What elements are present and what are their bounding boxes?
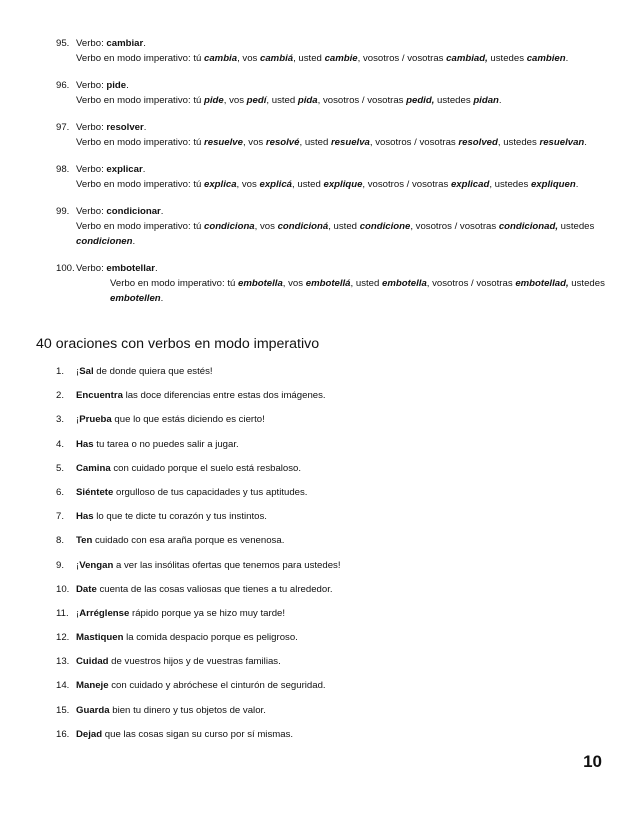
sentence-verb: Mastiquen xyxy=(76,632,124,644)
imperative-end: . xyxy=(132,236,136,247)
imperative-end: . xyxy=(565,53,569,64)
imperative-forms xyxy=(204,95,499,106)
imperative-form: pidan xyxy=(473,95,499,106)
verb-entry-title-line xyxy=(76,261,616,276)
sentence-rest: bien tu dinero y tus objetos de valor. xyxy=(109,704,266,716)
sentence-item xyxy=(56,607,616,631)
verb-infinitive: pide xyxy=(106,80,127,91)
sentence-number: 14. xyxy=(56,680,70,692)
imperative-form: embotellá xyxy=(305,278,351,289)
imperative-connector: ustedes xyxy=(434,95,474,106)
sentence-item xyxy=(56,389,616,413)
imperative-connector: , vosotros / vosotras xyxy=(362,179,451,190)
verb-entry-title-line xyxy=(76,120,616,135)
imperative-connector: , vos xyxy=(282,278,306,289)
sentence-rest: rápido porque ya se hizo muy tarde! xyxy=(129,607,286,619)
imperative-form: resuelvan xyxy=(539,137,585,148)
sentence-rest: la comida despacio porque es peligroso. xyxy=(123,632,298,644)
sentence-verb: Has xyxy=(76,438,94,450)
sentence-verb: Prueba xyxy=(79,414,112,426)
imperative-connector: , vos xyxy=(236,179,260,190)
sentence-item xyxy=(56,559,616,583)
verb-imperative-line xyxy=(76,93,616,108)
verb-label: Verbo: xyxy=(76,38,107,49)
imperative-form: condicioná xyxy=(277,221,329,232)
imperative-connector: , vosotros / vosotras xyxy=(410,221,499,232)
sentence-item xyxy=(56,462,616,486)
sentence-item xyxy=(56,365,616,389)
sentence-item xyxy=(56,413,616,437)
imperative-form: condicione xyxy=(359,221,411,232)
imperative-connector: , ustedes xyxy=(489,179,531,190)
sentence-text xyxy=(76,583,333,607)
sentence-opening-mark: ¡ xyxy=(76,366,80,377)
sentence-text xyxy=(76,704,266,728)
verb-period: . xyxy=(154,263,158,274)
imperative-prefix: Verbo en modo imperativo: tú xyxy=(76,53,204,64)
sentence-text xyxy=(76,607,285,631)
sentence-number: 12. xyxy=(56,632,70,644)
imperative-end: . xyxy=(160,293,164,304)
sentence-number: 8. xyxy=(56,535,65,547)
verb-imperative-line xyxy=(76,135,616,150)
verb-entry-body xyxy=(76,120,616,150)
imperative-connector: ustedes xyxy=(487,53,527,64)
imperative-form: embotellad, xyxy=(515,278,569,289)
imperative-connector: , vos xyxy=(254,221,278,232)
sentence-text xyxy=(76,389,326,413)
verb-infinitive: explicar xyxy=(106,164,143,175)
sentence-rest: a ver las insólitas ofertas que tenemos para ustedes! xyxy=(113,559,341,571)
sentence-verb: Maneje xyxy=(76,680,109,692)
sentence-verb: Ten xyxy=(76,535,93,547)
imperative-form: condicionad, xyxy=(498,221,559,232)
imperative-prefix: Verbo en modo imperativo: tú xyxy=(76,95,204,106)
imperative-connector: , vosotros / vosotras xyxy=(357,53,447,64)
sentence-rest: de donde quiera que estés! xyxy=(93,366,213,377)
sentence-rest: las doce diferencias entre estas dos imágenes. xyxy=(122,390,326,402)
sentence-verb: Sal xyxy=(79,366,94,377)
verb-entry-body xyxy=(76,36,616,66)
sentence-rest: lo que te dicte tu corazón y tus instintos. xyxy=(93,511,267,523)
sentence-opening-mark: ¡ xyxy=(76,607,80,619)
verb-entry xyxy=(56,204,616,249)
verb-label: Verbo: xyxy=(76,80,107,91)
sentence-text xyxy=(76,728,293,752)
verb-entry-number: 98. xyxy=(56,164,70,175)
sentence-text xyxy=(76,438,239,462)
imperative-connector: , vosotros / vosotras xyxy=(369,137,459,148)
imperative-connector: , usted xyxy=(350,278,382,289)
verb-period: . xyxy=(160,206,164,217)
imperative-form: condiciona xyxy=(204,221,255,232)
sentence-rest: cuenta de las cosas valiosas que tienes a tu alrededor. xyxy=(96,583,333,595)
imperative-prefix: Verbo en modo imperativo: tú xyxy=(76,179,204,190)
sentence-number: 9. xyxy=(56,559,65,571)
verb-entry-number: 96. xyxy=(56,80,70,91)
imperative-form: expliquen xyxy=(530,179,576,190)
imperative-connector: , vos xyxy=(223,95,247,106)
imperative-form: cambia xyxy=(204,53,238,64)
imperative-form: condicionen xyxy=(76,236,133,247)
section-title: 40 oraciones con verbos en modo imperativo xyxy=(36,336,320,352)
sentence-text xyxy=(76,510,267,534)
imperative-forms xyxy=(204,53,566,64)
verb-label: Verbo: xyxy=(76,164,107,175)
verb-entry-number: 97. xyxy=(56,122,70,133)
sentence-number: 5. xyxy=(56,462,65,474)
imperative-prefix: Verbo en modo imperativo: tú xyxy=(110,278,238,289)
imperative-connector: ustedes xyxy=(558,221,595,232)
verb-period: . xyxy=(142,164,146,175)
imperative-forms xyxy=(204,137,584,148)
verb-imperative-line xyxy=(76,177,616,192)
verb-entry-title-line xyxy=(76,78,616,93)
sentence-rest: que lo que estás diciendo es cierto! xyxy=(111,414,265,426)
imperative-prefix: Verbo en modo imperativo: tú xyxy=(76,221,204,232)
sentence-item xyxy=(56,534,616,558)
verb-entry-number: 100. xyxy=(56,263,75,274)
imperative-form: explicá xyxy=(259,179,293,190)
sentence-text xyxy=(76,559,341,583)
sentence-item xyxy=(56,486,616,510)
imperative-form: cambien xyxy=(526,53,566,64)
verb-entry-body xyxy=(76,78,616,108)
verb-list xyxy=(56,36,616,318)
sentence-item xyxy=(56,728,616,752)
verb-entry xyxy=(56,120,616,150)
sentence-item xyxy=(56,583,616,607)
sentence-list xyxy=(56,365,616,752)
verb-period: . xyxy=(143,38,146,49)
imperative-form: explique xyxy=(323,179,363,190)
imperative-end: . xyxy=(498,95,502,106)
sentence-number: 6. xyxy=(56,486,65,498)
imperative-form: cambiad, xyxy=(446,53,488,64)
verb-label: Verbo: xyxy=(76,263,107,274)
imperative-form: embotella xyxy=(238,278,283,289)
verb-entry xyxy=(56,78,616,108)
imperative-forms xyxy=(204,179,576,190)
verb-entry-title-line xyxy=(76,204,616,219)
imperative-form: embotellen xyxy=(110,293,161,304)
sentence-item xyxy=(56,655,616,679)
imperative-connector: , usted xyxy=(299,137,331,148)
verb-period: . xyxy=(143,122,147,133)
verb-entry-body xyxy=(76,162,616,192)
sentence-number: 1. xyxy=(56,366,65,377)
sentence-rest: que las cosas sigan su curso por sí mismas. xyxy=(102,728,294,740)
sentence-verb: Arréglense xyxy=(79,607,130,619)
verb-imperative-line xyxy=(76,219,616,249)
sentence-number: 3. xyxy=(56,414,65,426)
sentence-rest: con cuidado y abróchese el cinturón de seguridad. xyxy=(108,680,326,692)
imperative-form: pida xyxy=(297,95,318,106)
sentence-verb: Siéntete xyxy=(76,486,114,498)
imperative-form: resuelve xyxy=(204,137,243,148)
sentence-item xyxy=(56,704,616,728)
imperative-connector: , vos xyxy=(237,53,261,64)
imperative-form: resolvé xyxy=(265,137,300,148)
verb-infinitive: embotellar xyxy=(106,263,155,274)
sentence-verb: Camina xyxy=(76,462,111,474)
imperative-form: explicad xyxy=(450,179,490,190)
sentence-verb: Cuidad xyxy=(76,656,109,668)
verb-infinitive: cambiar xyxy=(106,38,144,49)
sentence-text xyxy=(76,679,326,703)
sentence-opening-mark: ¡ xyxy=(76,414,80,426)
imperative-connector: , usted xyxy=(293,53,325,64)
sentence-item xyxy=(56,510,616,534)
imperative-connector: , usted xyxy=(292,179,324,190)
verb-entry-body xyxy=(76,204,616,249)
imperative-connector: , vosotros / vosotras xyxy=(426,278,516,289)
sentence-verb: Date xyxy=(76,583,97,595)
sentence-rest: con cuidado porque el suelo está resbaloso. xyxy=(110,462,302,474)
sentence-verb: Has xyxy=(76,511,94,523)
imperative-connector: , vos xyxy=(242,137,266,148)
sentence-text xyxy=(76,462,301,486)
sentence-number: 11. xyxy=(56,607,69,619)
sentence-rest: de vuestros hijos y de vuestras familias. xyxy=(108,656,281,668)
sentence-number: 4. xyxy=(56,438,65,450)
verb-entry-title-line xyxy=(76,162,616,177)
sentence-verb: Guarda xyxy=(76,704,110,716)
imperative-connector: , usted xyxy=(266,95,298,106)
sentence-text xyxy=(76,631,298,655)
imperative-form: pedid, xyxy=(406,95,435,106)
imperative-form: resuelva xyxy=(330,137,370,148)
imperative-form: cambiá xyxy=(260,53,294,64)
verb-imperative-line xyxy=(110,276,616,306)
sentence-number: 10. xyxy=(56,583,70,595)
sentence-number: 16. xyxy=(56,728,70,740)
verb-entry xyxy=(56,162,616,192)
imperative-connector: ustedes xyxy=(568,278,605,289)
sentence-number: 7. xyxy=(56,511,65,523)
imperative-prefix: Verbo en modo imperativo: tú xyxy=(76,137,204,148)
verb-entry-body xyxy=(76,261,616,306)
verb-infinitive: condicionar xyxy=(106,206,161,217)
sentence-number: 13. xyxy=(56,656,70,668)
imperative-connector: , ustedes xyxy=(497,137,540,148)
sentence-text xyxy=(76,486,307,510)
sentence-item xyxy=(56,679,616,703)
verb-label: Verbo: xyxy=(76,122,107,133)
verb-imperative-line xyxy=(76,51,616,66)
imperative-end: . xyxy=(575,179,579,190)
verb-infinitive: resolver xyxy=(106,122,144,133)
verb-entry-title-line xyxy=(76,36,616,51)
sentence-number: 2. xyxy=(56,390,65,402)
sentence-rest: tu tarea o no puedes salir a jugar. xyxy=(93,438,239,450)
imperative-form: pedí xyxy=(246,95,267,106)
verb-entry-number: 95. xyxy=(56,38,70,49)
sentence-text xyxy=(76,655,281,679)
imperative-form: pide xyxy=(204,95,224,106)
sentence-rest: cuidado con esa araña porque es venenosa. xyxy=(92,535,285,547)
sentence-verb: Dejad xyxy=(76,728,103,740)
verb-entry xyxy=(56,36,616,66)
imperative-connector: , vosotros / vosotras xyxy=(317,95,407,106)
imperative-form: cambie xyxy=(324,53,358,64)
verb-label: Verbo: xyxy=(76,206,107,217)
page-number: 10 xyxy=(583,752,602,771)
verb-entry xyxy=(56,261,616,306)
sentence-text xyxy=(76,365,213,389)
sentence-item xyxy=(56,631,616,655)
verb-period: . xyxy=(126,80,129,91)
sentence-item xyxy=(56,438,616,462)
sentence-verb: Encuentra xyxy=(76,390,123,402)
sentence-text xyxy=(76,534,284,558)
verb-entry-number: 99. xyxy=(56,206,70,217)
sentence-rest: orgulloso de tus capacidades y tus aptitudes. xyxy=(113,486,308,498)
imperative-form: resolved xyxy=(458,137,498,148)
imperative-form: explica xyxy=(204,179,237,190)
sentence-opening-mark: ¡ xyxy=(76,559,80,571)
sentence-text xyxy=(76,413,265,437)
imperative-form: embotella xyxy=(382,278,427,289)
sentence-number: 15. xyxy=(56,704,70,716)
sentence-verb: Vengan xyxy=(79,559,114,571)
imperative-end: . xyxy=(584,137,587,148)
imperative-connector: , usted xyxy=(328,221,360,232)
